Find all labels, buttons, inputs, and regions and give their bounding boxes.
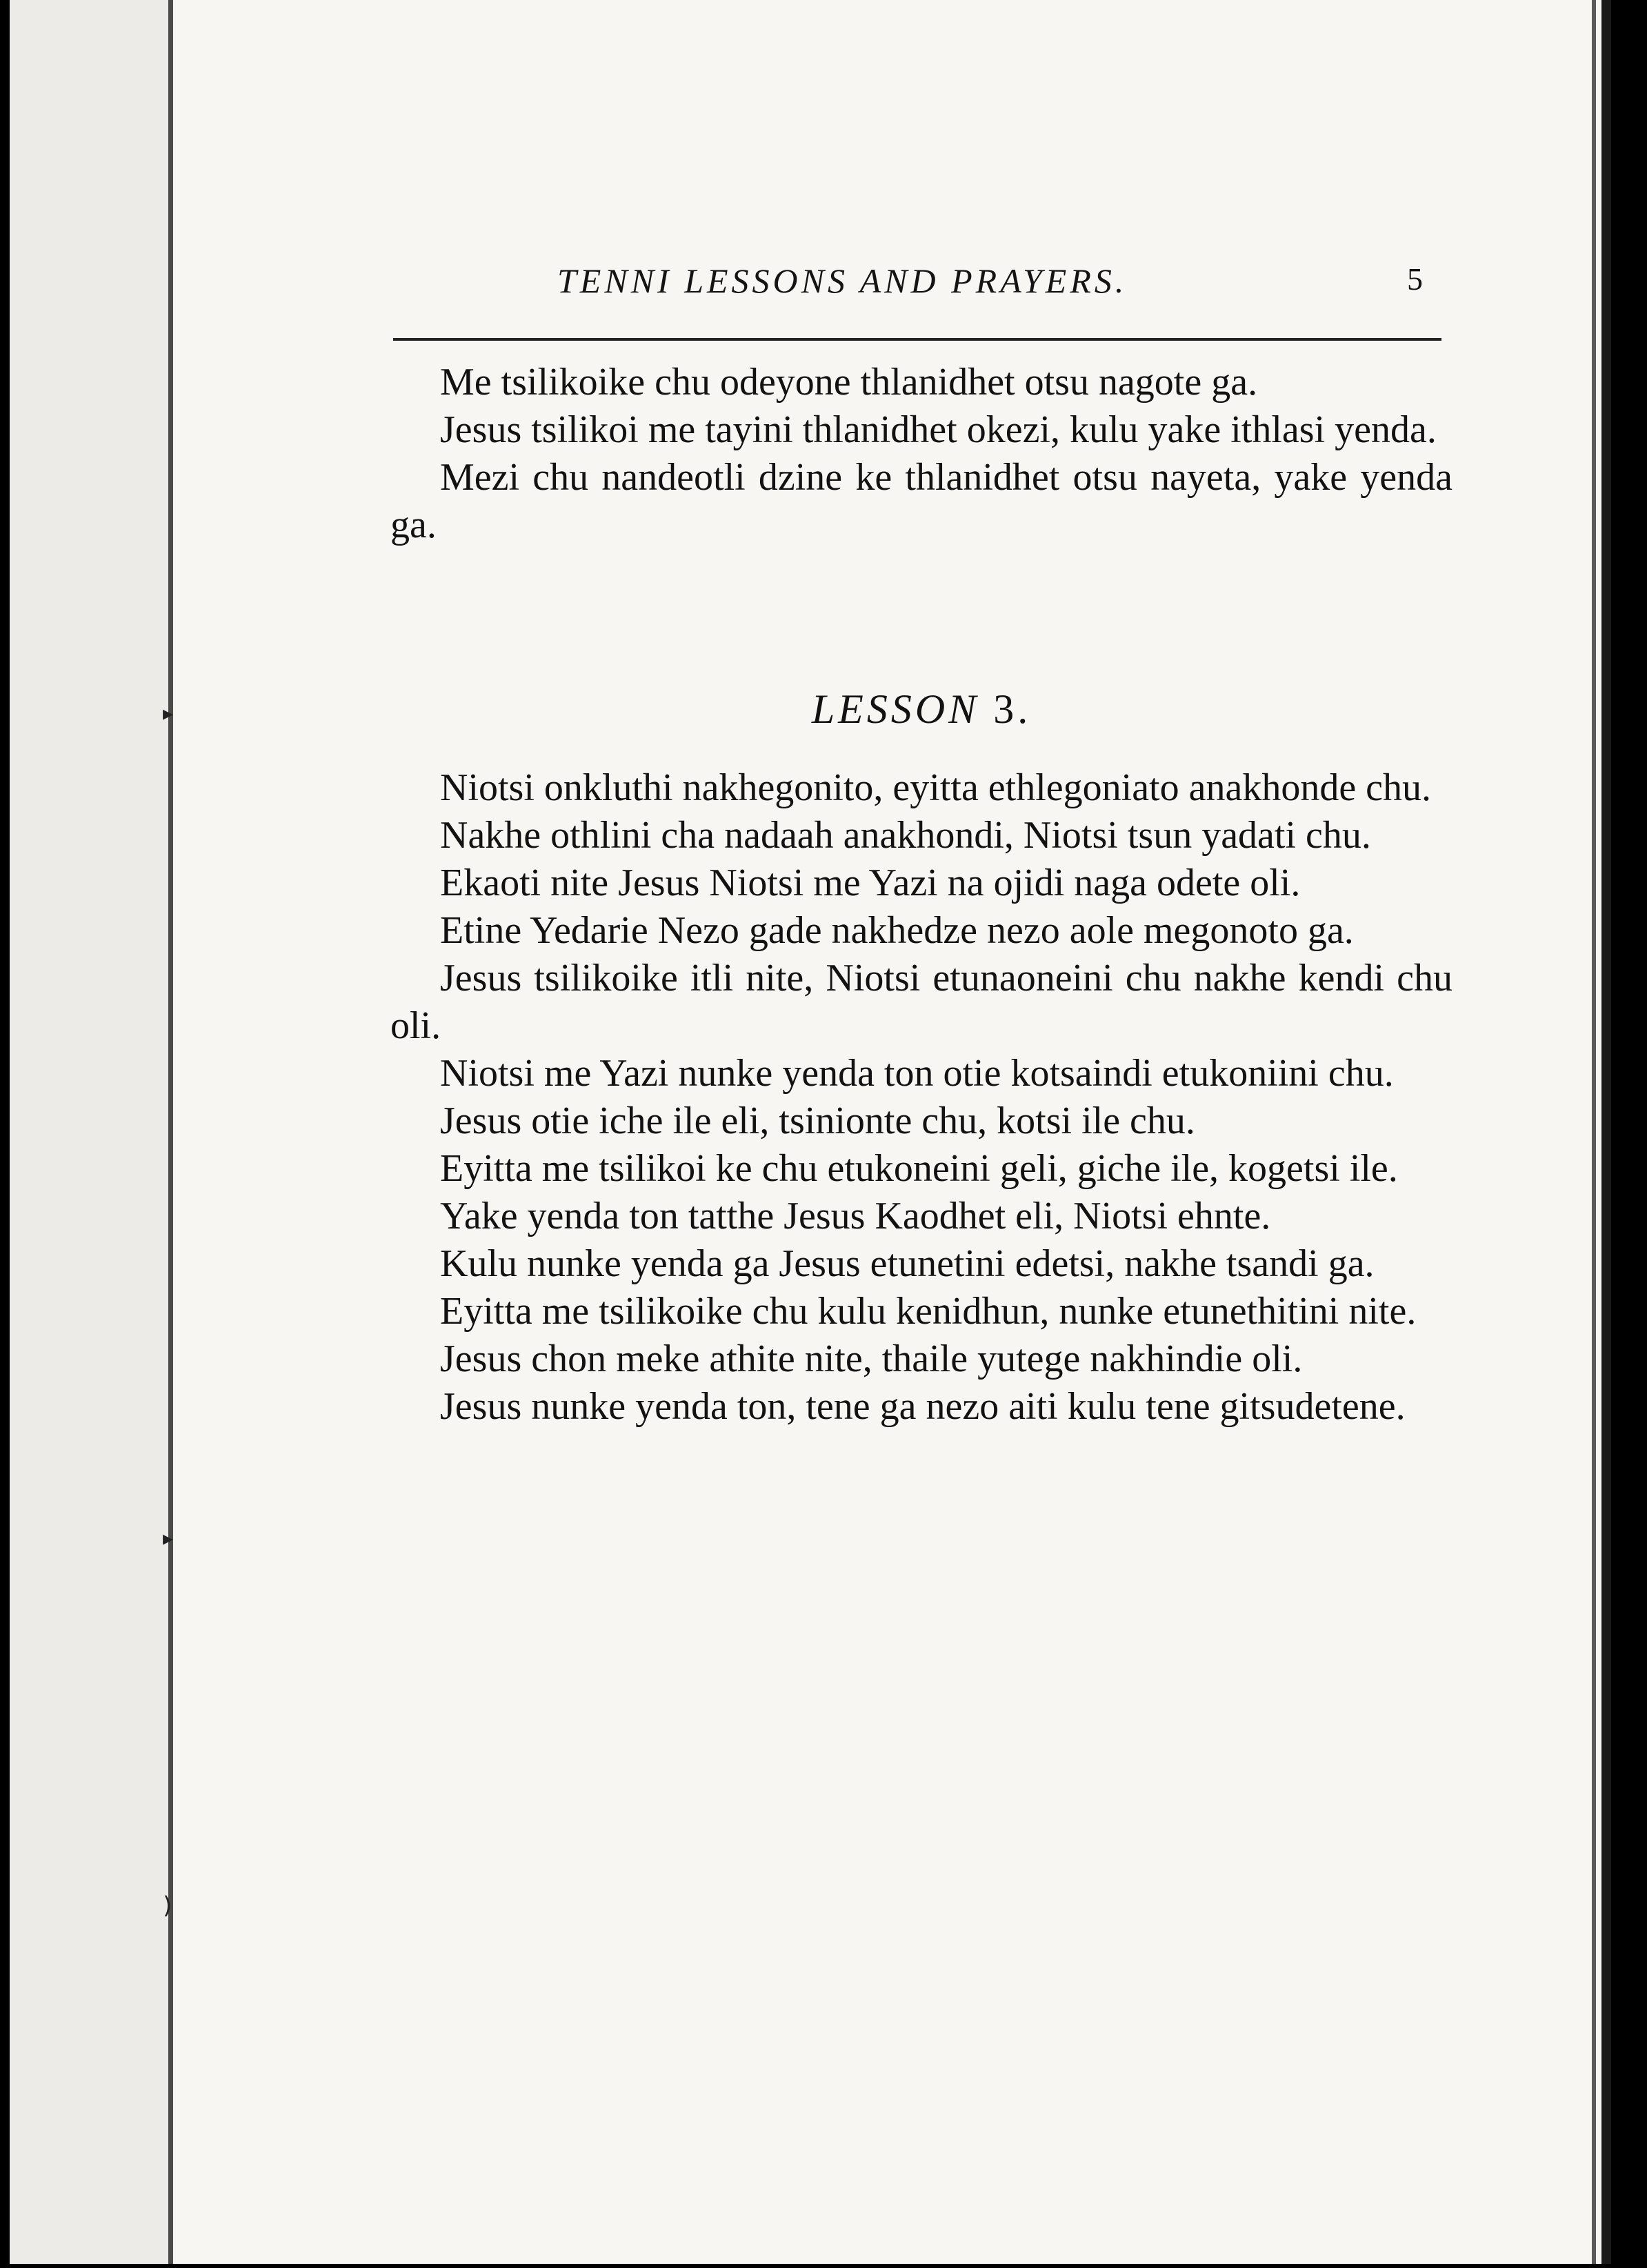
paragraph: Kulu nunke yenda ga Jesus etunetini edetsi, nakhe tsandi ga. <box>440 1242 1375 1285</box>
paragraph: Mezi chu nandeotli dzine ke thlanidhet otsu nayeta, yake yenda ga. <box>390 456 1453 546</box>
paragraph: Jesus otie iche ile eli, tsinionte chu, kotsi ile chu. <box>440 1100 1195 1142</box>
paragraph: Me tsilikoike chu odeyone thlanidhet otsu nagote ga. <box>440 361 1258 404</box>
page-edge <box>1601 0 1611 2264</box>
paragraph: Nakhe othlini cha nadaah anakhondi, Niotsi tsun yadati chu. <box>440 814 1371 857</box>
bottom-edge <box>0 2264 1647 2268</box>
paragraph: Niotsi me Yazi nunke yenda ton otie kotsaindi etukoniini chu. <box>440 1052 1394 1095</box>
lesson-heading <box>390 686 1453 733</box>
paragraph: Ekaoti nite Jesus Niotsi me Yazi na ojidi naga odete oli. <box>440 862 1301 904</box>
paragraph: Niotsi onkluthi nakhegonito, eyitta ethlegoniato anakhonde chu. <box>440 766 1432 809</box>
margin-arrow-mark: ▸ <box>163 702 174 726</box>
running-title: TENNI LESSONS AND PRAYERS. <box>557 261 1128 300</box>
book-gutter <box>168 0 173 2264</box>
lesson-word: LESSON <box>811 686 980 732</box>
lesson-text-block <box>390 764 1453 1431</box>
lesson-number: 3. <box>993 686 1032 732</box>
facing-page-margin <box>10 0 168 2264</box>
paragraph: Jesus tsilikoike itli nite, Niotsi etunaoneini chu nakhe kendi chu oli. <box>390 957 1453 1047</box>
top-text-block <box>390 359 1453 549</box>
margin-arrow-mark: ▸ <box>163 1526 174 1551</box>
paragraph: Yake yenda ton tatthe Jesus Kaodhet eli, Niotsi ehnte. <box>440 1195 1271 1237</box>
page-edge-shadow <box>1592 0 1596 2264</box>
paragraph: Etine Yedarie Nezo gade nakhedze nezo aole megonoto ga. <box>440 909 1354 952</box>
margin-paren-mark: ) <box>163 1892 172 1920</box>
paragraph: Jesus chon meke athite nite, thaile yutege nakhindie oli. <box>440 1337 1303 1380</box>
paragraph: Eyitta me tsilikoike chu kulu kenidhun, nunke etunethitini nite. <box>440 1290 1417 1333</box>
header-rule <box>393 338 1441 341</box>
page-number: 5 <box>1407 261 1426 297</box>
running-header <box>393 261 1455 309</box>
paragraph: Eyitta me tsilikoi ke chu etukoneini geli, giche ile, kogetsi ile. <box>440 1147 1398 1190</box>
paragraph: Jesus nunke yenda ton, tene ga nezo aiti kulu tene gitsudetene. <box>440 1385 1406 1428</box>
paragraph: Jesus tsilikoi me tayini thlanidhet okezi, kulu yake ithlasi yenda. <box>440 408 1437 451</box>
